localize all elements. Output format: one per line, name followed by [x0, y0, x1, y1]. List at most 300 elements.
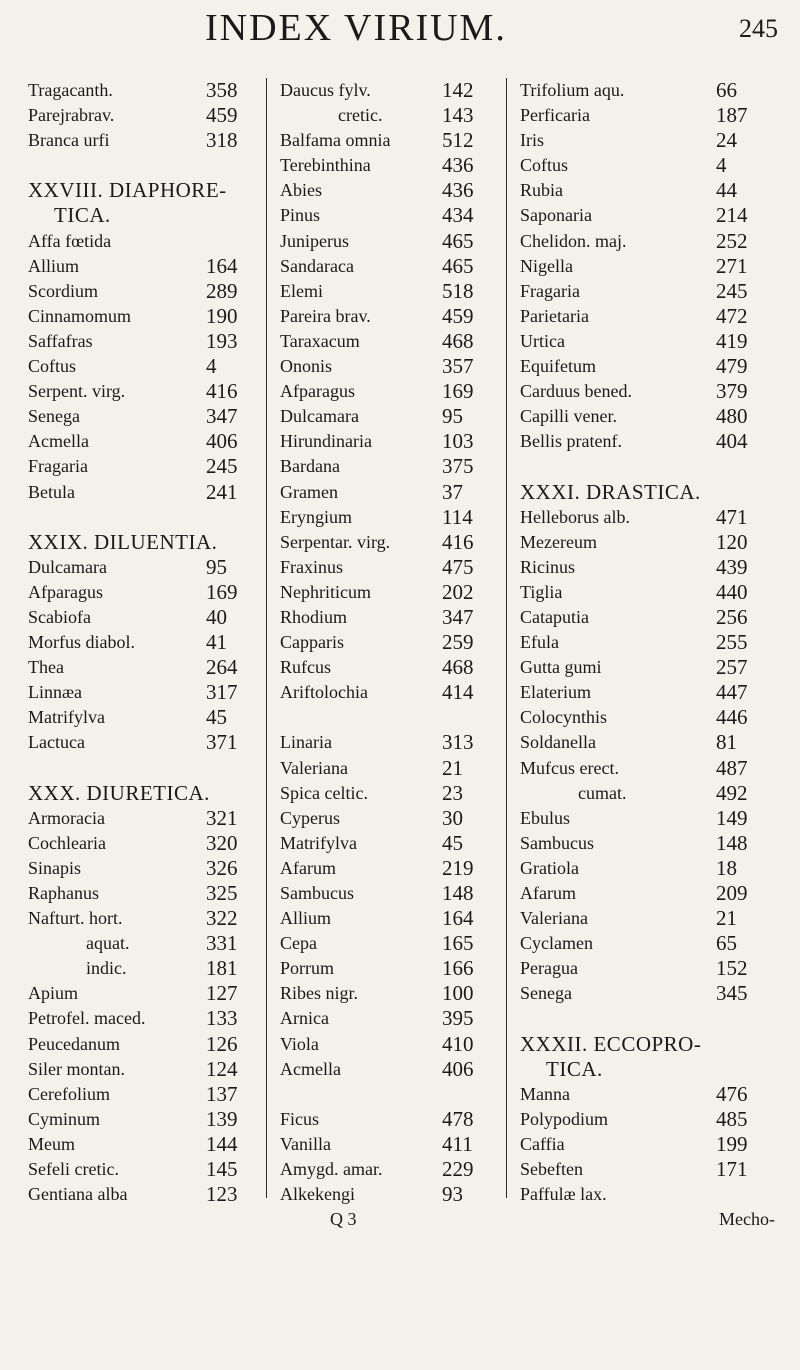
- entry-page-number: 404: [716, 429, 748, 454]
- index-entry: [280, 354, 500, 379]
- page-number: 245: [739, 14, 778, 43]
- entry-page-number: 326: [206, 855, 238, 880]
- entry-name: Balfama omnia: [280, 130, 391, 151]
- entry-page-number: 103: [442, 429, 474, 454]
- entry-page-number: 100: [442, 981, 474, 1006]
- index-entry: [28, 806, 258, 831]
- entry-page-number: 37: [442, 479, 463, 504]
- index-entry: [28, 354, 258, 379]
- entry-name: Nigella: [520, 255, 573, 276]
- index-entry: [520, 354, 775, 379]
- index-entry: [280, 906, 500, 931]
- index-entry: [520, 103, 775, 128]
- index-entry: [28, 229, 258, 254]
- index-entry: [520, 1082, 775, 1107]
- column-divider: [266, 78, 267, 1198]
- index-entry: [520, 856, 775, 881]
- entry-page-number: 459: [206, 103, 238, 128]
- entry-name: Nephriticum: [280, 581, 371, 602]
- entry-name: Paffulæ lax.: [520, 1184, 607, 1205]
- index-entry: [28, 1182, 258, 1207]
- index-entry: [28, 906, 258, 931]
- entry-name: Mecho-: [719, 1209, 775, 1230]
- blank-line: [520, 1006, 775, 1031]
- entry-name: Elaterium: [520, 682, 591, 703]
- entry-page-number: 65: [716, 931, 737, 956]
- entry-page-number: 166: [442, 956, 474, 981]
- index-entry: [280, 404, 500, 429]
- index-entry: [280, 655, 500, 680]
- entry-name: Senega: [520, 983, 572, 1004]
- index-entry: [28, 555, 258, 580]
- entry-page-number: 66: [716, 78, 737, 102]
- entry-page-number: 436: [442, 178, 474, 203]
- entry-page-number: 169: [206, 579, 238, 604]
- entry-name: Chelidon. maj.: [520, 230, 627, 251]
- entry-name: Coftus: [28, 356, 77, 377]
- index-entry: [280, 153, 500, 178]
- entry-name: Colocynthis: [520, 707, 608, 728]
- index-entry: [280, 304, 500, 329]
- entry-page-number: 313: [442, 730, 474, 755]
- blank-line: [520, 454, 775, 479]
- entry-page-number: 127: [206, 981, 238, 1006]
- entry-name: Peragua: [520, 958, 578, 979]
- section-heading: [28, 530, 258, 555]
- entry-page-number: 137: [206, 1081, 238, 1106]
- page-title: INDEX VIRIUM.: [205, 7, 507, 49]
- entry-name: Gratiola: [520, 857, 579, 878]
- entry-page-number: 148: [442, 881, 474, 905]
- entry-name: Armoracia: [28, 807, 105, 828]
- entry-name: Gutta gumi: [520, 657, 602, 678]
- index-entry: [28, 680, 258, 705]
- entry-name: Cochlearia: [28, 832, 106, 853]
- entry-name: Carduus bened.: [520, 381, 632, 402]
- entry-page-number: 245: [206, 454, 238, 479]
- index-entry: [28, 831, 258, 856]
- index-entry: [28, 1082, 258, 1107]
- index-entry: [280, 203, 500, 228]
- entry-name: Q 3: [330, 1209, 357, 1230]
- entry-page-number: 476: [716, 1081, 748, 1106]
- entry-name: aquat.: [86, 933, 130, 954]
- index-entry: [280, 128, 500, 153]
- index-entry: [28, 655, 258, 680]
- index-entry: [520, 680, 775, 705]
- entry-page-number: 406: [442, 1056, 474, 1081]
- entry-page-number: 446: [716, 705, 748, 730]
- entry-name: Morfus diabol.: [28, 632, 135, 653]
- index-entry: [28, 103, 258, 128]
- entry-page-number: 416: [442, 529, 474, 554]
- entry-page-number: 259: [442, 630, 474, 655]
- entry-name: Spica celtic.: [280, 782, 368, 803]
- entry-name: Sandaraca: [280, 255, 354, 276]
- entry-name: cretic.: [338, 105, 383, 126]
- entry-page-number: 149: [716, 805, 748, 830]
- section-heading: [28, 178, 258, 203]
- entry-page-number: 492: [716, 780, 748, 805]
- section-heading: [520, 1032, 775, 1057]
- entry-page-number: 81: [716, 730, 737, 755]
- index-entry: [280, 279, 500, 304]
- entry-name: Cyperus: [280, 807, 340, 828]
- entry-page-number: 145: [206, 1157, 238, 1182]
- entry-page-number: 325: [206, 881, 238, 905]
- entry-page-number: 30: [442, 805, 463, 830]
- index-entry: [520, 178, 775, 203]
- entry-name: Betula: [28, 481, 75, 502]
- index-entry: [280, 956, 500, 981]
- index-entry: [520, 956, 775, 981]
- entry-page-number: 24: [716, 128, 737, 153]
- entry-name: Arnica: [280, 1008, 329, 1029]
- index-entry: [520, 379, 775, 404]
- section-heading-text: XXIX. DILUENTIA.: [28, 529, 218, 554]
- index-entry: [280, 806, 500, 831]
- entry-page-number: 518: [442, 278, 474, 303]
- entry-page-number: 142: [442, 78, 474, 102]
- index-entry: [28, 730, 258, 755]
- entry-page-number: 245: [716, 278, 748, 303]
- index-entry: [520, 931, 775, 956]
- index-entry: [520, 153, 775, 178]
- entry-name: Elemi: [280, 280, 323, 301]
- index-entry: [520, 831, 775, 856]
- entry-name: Afparagus: [280, 381, 355, 402]
- entry-name: Fraxinus: [280, 556, 343, 577]
- index-entry: [28, 429, 258, 454]
- index-entry: [280, 605, 500, 630]
- index-entry: [280, 379, 500, 404]
- column-divider: [506, 78, 507, 1198]
- entry-name: Serpentar. virg.: [280, 531, 391, 552]
- entry-page-number: 512: [442, 128, 474, 153]
- entry-name: Dulcamara: [280, 406, 359, 427]
- entry-page-number: 485: [716, 1106, 748, 1131]
- index-entry: [280, 1032, 500, 1057]
- index-entry: [280, 580, 500, 605]
- index-entry: [28, 605, 258, 630]
- section-heading-text: TICA.: [546, 1056, 603, 1081]
- entry-name: Manna: [520, 1083, 570, 1104]
- index-column-1: [28, 78, 258, 1207]
- entry-page-number: 471: [716, 504, 748, 529]
- blank-line: [28, 153, 258, 178]
- entry-page-number: 468: [442, 655, 474, 680]
- entry-page-number: 371: [206, 730, 238, 755]
- entry-page-number: 257: [716, 655, 748, 680]
- index-entry: [280, 103, 500, 128]
- entry-name: Branca urfi: [28, 130, 110, 151]
- index-entry: [28, 881, 258, 906]
- index-entry: [520, 580, 775, 605]
- entry-name: Valeriana: [280, 757, 348, 778]
- index-column-3: [520, 78, 775, 1232]
- entry-name: Porrum: [280, 958, 334, 979]
- entry-page-number: 256: [716, 604, 748, 629]
- entry-name: Sefeli cretic.: [28, 1159, 119, 1180]
- section-heading: [520, 1057, 775, 1082]
- entry-name: Lactuca: [28, 732, 85, 753]
- entry-name: Scabiofa: [28, 606, 91, 627]
- entry-name: Ononis: [280, 356, 333, 377]
- entry-name: Tiglia: [520, 581, 563, 602]
- entry-name: Cataputia: [520, 606, 589, 627]
- entry-page-number: 193: [206, 328, 238, 353]
- index-entry: [280, 78, 500, 103]
- index-entry: [520, 756, 775, 781]
- entry-name: Parejrabrav.: [28, 105, 115, 126]
- entry-name: Dulcamara: [28, 556, 107, 577]
- entry-name: Acmella: [280, 1058, 341, 1079]
- entry-name: Cerefolium: [28, 1083, 110, 1104]
- entry-page-number: 21: [442, 755, 463, 780]
- entry-name: Parietaria: [520, 305, 589, 326]
- index-entry: [280, 881, 500, 906]
- entry-page-number: 416: [206, 379, 238, 404]
- entry-name: Sambucus: [280, 883, 354, 903]
- entry-page-number: 143: [442, 103, 474, 128]
- entry-name: Gentiana alba: [28, 1184, 128, 1205]
- index-entry: [28, 630, 258, 655]
- entry-page-number: 144: [206, 1131, 238, 1156]
- index-entry: [520, 203, 775, 228]
- entry-name: Thea: [28, 657, 64, 678]
- entry-name: Urtica: [520, 330, 565, 351]
- entry-page-number: 357: [442, 354, 474, 379]
- section-heading: [28, 203, 258, 228]
- index-entry: [520, 981, 775, 1006]
- entry-name: Amygd. amar.: [280, 1159, 383, 1180]
- entry-page-number: 187: [716, 103, 748, 128]
- entry-page-number: 465: [442, 253, 474, 278]
- index-entry: [280, 1006, 500, 1031]
- index-entry: [520, 404, 775, 429]
- index-entry: [280, 254, 500, 279]
- index-entry: [520, 881, 775, 906]
- index-entry: [28, 128, 258, 153]
- entry-page-number: 419: [716, 328, 748, 353]
- index-entry: [520, 630, 775, 655]
- entry-page-number: 23: [442, 780, 463, 805]
- index-entry: [28, 454, 258, 479]
- index-entry: [280, 831, 500, 856]
- index-entry: [520, 730, 775, 755]
- index-entry: [520, 329, 775, 354]
- entry-name: Capilli vener.: [520, 406, 617, 427]
- entry-page-number: 414: [442, 680, 474, 705]
- entry-page-number: 181: [206, 956, 238, 981]
- index-entry: [280, 1107, 500, 1132]
- entry-name: Juniperus: [280, 230, 349, 251]
- entry-page-number: 317: [206, 680, 238, 705]
- blank-line: [28, 756, 258, 781]
- entry-name: Saffafras: [28, 330, 93, 351]
- section-heading-text: XXXII. ECCOPRO-: [520, 1031, 702, 1056]
- entry-page-number: 436: [442, 153, 474, 178]
- entry-name: cumat.: [578, 782, 627, 803]
- index-entry: [520, 128, 775, 153]
- entry-name: Vanilla: [280, 1133, 331, 1154]
- entry-page-number: 478: [442, 1106, 474, 1131]
- blank-line: [28, 505, 258, 530]
- entry-name: Daucus fylv.: [280, 80, 371, 100]
- entry-page-number: 241: [206, 479, 238, 504]
- index-entry: [28, 480, 258, 505]
- entry-name: Fragaria: [28, 456, 88, 477]
- entry-name: Equifetum: [520, 356, 596, 377]
- entry-name: Ricinus: [520, 556, 576, 577]
- index-entry: [520, 605, 775, 630]
- index-entry: [28, 1107, 258, 1132]
- entry-page-number: 169: [442, 379, 474, 404]
- blank-line: [280, 705, 500, 730]
- entry-page-number: 318: [206, 128, 238, 153]
- entry-page-number: 255: [716, 630, 748, 655]
- index-entry: [280, 730, 500, 755]
- index-entry: [520, 705, 775, 730]
- entry-page-number: 347: [206, 404, 238, 429]
- index-entry: [520, 429, 775, 454]
- entry-page-number: 44: [716, 178, 737, 203]
- entry-name: Bardana: [280, 456, 340, 477]
- entry-page-number: 472: [716, 303, 748, 328]
- entry-name: Perficaria: [520, 105, 590, 126]
- index-entry: [28, 304, 258, 329]
- index-entry: [280, 630, 500, 655]
- section-heading-text: XXVIII. DIAPHORE-: [28, 178, 227, 203]
- entry-page-number: 165: [442, 931, 474, 956]
- entry-name: Linnæa: [28, 682, 82, 703]
- entry-name: Tragacanth.: [28, 80, 113, 100]
- entry-name: Cinnamomum: [28, 305, 131, 326]
- entry-name: Afarum: [280, 857, 336, 878]
- index-entry: [28, 379, 258, 404]
- entry-name: Polypodium: [520, 1108, 609, 1129]
- entry-page-number: 331: [206, 931, 238, 956]
- entry-name: Abies: [280, 180, 322, 201]
- entry-name: Scordium: [28, 280, 98, 301]
- index-entry: [280, 480, 500, 505]
- entry-name: Sebeften: [520, 1159, 583, 1180]
- index-column-2: [280, 78, 500, 1232]
- entry-page-number: 21: [716, 906, 737, 931]
- entry-page-number: 379: [716, 379, 748, 404]
- entry-page-number: 45: [442, 830, 463, 855]
- index-entry: [520, 1182, 775, 1207]
- entry-page-number: 406: [206, 429, 238, 454]
- index-entry: [280, 329, 500, 354]
- index-entry: [280, 1157, 500, 1182]
- index-entry: [28, 279, 258, 304]
- index-entry: [520, 304, 775, 329]
- index-entry: [28, 956, 258, 981]
- entry-page-number: 18: [716, 855, 737, 880]
- entry-page-number: 41: [206, 630, 227, 655]
- entry-page-number: 95: [206, 554, 227, 579]
- index-entry: [280, 856, 500, 881]
- entry-name: Ribes nigr.: [280, 983, 359, 1004]
- section-heading: [28, 781, 258, 806]
- entry-page-number: 152: [716, 956, 748, 981]
- index-entry: [280, 781, 500, 806]
- entry-name: Rhodium: [280, 606, 348, 627]
- entry-page-number: 252: [716, 228, 748, 253]
- index-entry: [520, 555, 775, 580]
- entry-name: Matrifylva: [280, 832, 357, 853]
- entry-name: Capparis: [280, 632, 344, 653]
- blank-line: [280, 1082, 500, 1107]
- entry-name: Cyclamen: [520, 933, 593, 954]
- index-entry: [520, 254, 775, 279]
- entry-name: Pareira brav.: [280, 305, 371, 326]
- entry-name: Mufcus erect.: [520, 757, 619, 778]
- entry-page-number: 322: [206, 906, 238, 931]
- index-entry: [28, 254, 258, 279]
- index-entry: [280, 1057, 500, 1082]
- index-entry: [280, 931, 500, 956]
- entry-page-number: 289: [206, 278, 238, 303]
- entry-name: Alkekengi: [280, 1184, 355, 1205]
- entry-page-number: 124: [206, 1056, 238, 1081]
- entry-name: Eryngium: [280, 506, 352, 527]
- index-entry: [520, 229, 775, 254]
- index-entry: [280, 178, 500, 203]
- entry-name: Rubia: [520, 180, 563, 201]
- index-entry: [280, 1207, 500, 1232]
- entry-name: Soldanella: [520, 732, 596, 753]
- entry-page-number: 164: [442, 906, 474, 931]
- index-entry: [520, 906, 775, 931]
- index-entry: [28, 1006, 258, 1031]
- entry-page-number: 345: [716, 981, 748, 1006]
- entry-page-number: 440: [716, 579, 748, 604]
- index-entry: [280, 680, 500, 705]
- entry-page-number: 139: [206, 1106, 238, 1131]
- index-entry: [28, 1132, 258, 1157]
- index-entry: [520, 1157, 775, 1182]
- entry-page-number: 479: [716, 354, 748, 379]
- entry-name: Valeriana: [520, 908, 588, 929]
- index-entry: [520, 78, 775, 103]
- entry-name: Mezereum: [520, 531, 597, 552]
- index-entry: [520, 505, 775, 530]
- entry-page-number: 465: [442, 228, 474, 253]
- entry-name: Sambucus: [520, 832, 594, 853]
- entry-page-number: 375: [442, 454, 474, 479]
- entry-name: Saponaria: [520, 205, 592, 226]
- entry-page-number: 411: [442, 1131, 473, 1156]
- entry-name: Raphanus: [28, 883, 99, 903]
- entry-name: Caffia: [520, 1133, 565, 1154]
- entry-page-number: 347: [442, 604, 474, 629]
- entry-page-number: 202: [442, 579, 474, 604]
- entry-page-number: 480: [716, 404, 748, 429]
- index-entry: [520, 530, 775, 555]
- entry-page-number: 439: [716, 554, 748, 579]
- entry-page-number: 321: [206, 805, 238, 830]
- index-entry: [520, 806, 775, 831]
- entry-name: Apium: [28, 983, 79, 1004]
- index-entry: [280, 981, 500, 1006]
- index-entry: [28, 404, 258, 429]
- index-entry: [28, 705, 258, 730]
- entry-name: Pinus: [280, 205, 321, 226]
- entry-name: Allium: [28, 255, 80, 276]
- entry-name: Hirundinaria: [280, 431, 372, 452]
